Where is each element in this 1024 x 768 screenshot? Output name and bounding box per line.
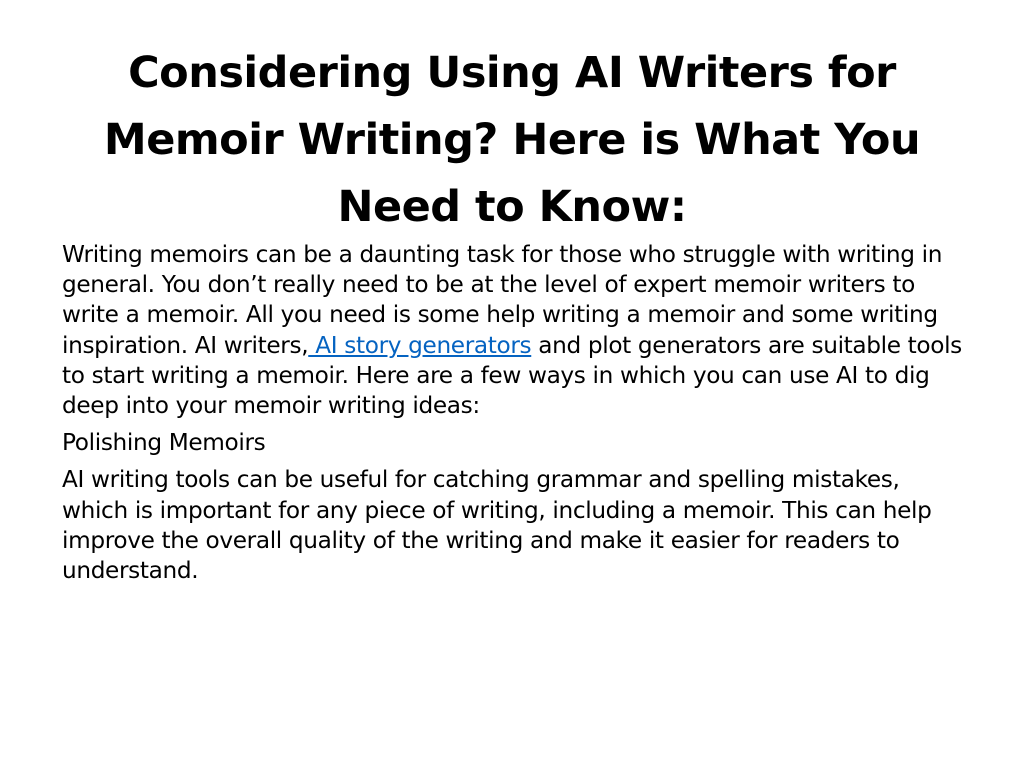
ai-story-generators-link[interactable]: AI story generators	[308, 331, 532, 359]
section-subheading: Polishing Memoirs	[62, 429, 266, 457]
slide-body	[62, 240, 962, 593]
intro-paragraph	[62, 240, 962, 421]
intro-text-after-link: and plot generators are suitable tools to start writing a memoir. Here are a few ways in which you can use AI to dig deep into your memoir writing ideas:	[62, 331, 962, 420]
intro-text-before-link: Writing memoirs can be a daunting task for those who struggle with writing in general. You don’t really need to be at the level of expert memoir writers to write a memoir. All you need is some help writing a memoir and some writing inspiration. AI writers,	[62, 241, 943, 359]
slide-title: Considering Using AI Writers for Memoir Writing? Here is What You Need to Know:	[103, 48, 921, 232]
polishing-paragraph: AI writing tools can be useful for catching grammar and spelling mistakes, which is important for any piece of writing, including a memoir. This can help improve the overall quality of the writing and make it easier for readers to understand.	[62, 466, 932, 585]
